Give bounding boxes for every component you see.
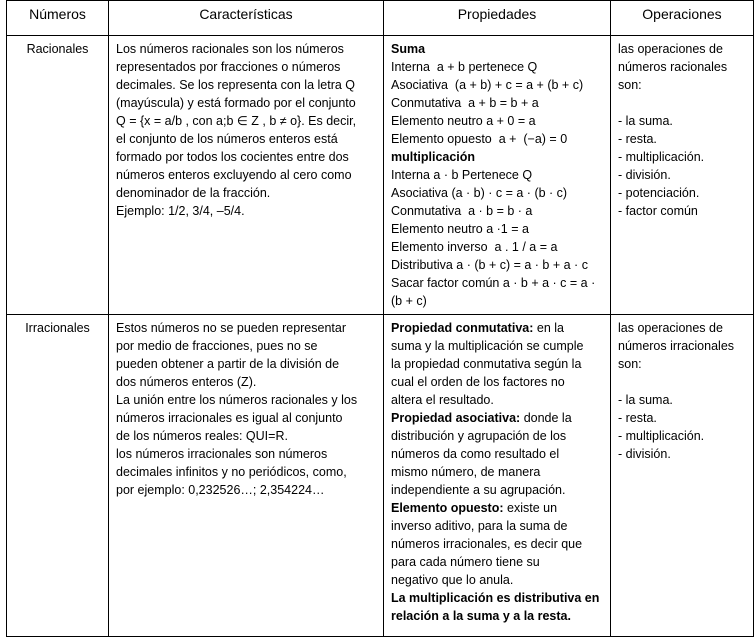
- row-irracionales: [7, 315, 754, 637]
- property-text: en la: [533, 321, 564, 335]
- operations-cell: [611, 36, 754, 315]
- text-line: [391, 319, 603, 337]
- header-operaciones: Operaciones: [611, 1, 754, 36]
- properties-cell: [384, 315, 611, 637]
- text-line: representados por fracciones o números: [116, 60, 341, 74]
- properties-cell: [384, 36, 611, 315]
- text-line: cual el orden de los factores no: [391, 375, 565, 389]
- text-line: Los números racionales son los números: [116, 42, 344, 56]
- header-propiedades: Propiedades: [384, 1, 611, 36]
- text-line: Elemento inverso a . 1 / a = a: [391, 240, 558, 254]
- text-line: - factor común: [618, 204, 698, 218]
- text-line: independiente a su agrupación.: [391, 483, 566, 497]
- text-line: - la suma.: [618, 114, 673, 128]
- text-line: Asociativa (a + b) + c = a + (b + c): [391, 78, 584, 92]
- text-line: por medio de fracciones, pues no se: [116, 339, 318, 353]
- text-line: La multiplicación es distributiva en: [391, 591, 600, 605]
- property-title: Propiedad conmutativa:: [391, 321, 534, 335]
- header-row: [7, 1, 754, 36]
- text-line: - potenciación.: [618, 186, 700, 200]
- text-line: Q = {x = a/b , con a;b ∈ Z , b ≠ o}. Es decir,: [116, 114, 357, 128]
- text-line: mismo número, de manera: [391, 465, 541, 479]
- text-line: denominador de la fracción.: [116, 186, 271, 200]
- text-line: para cada número tiene su: [391, 555, 540, 569]
- text-line: son:: [618, 357, 642, 371]
- text-line: - multiplicación.: [618, 429, 705, 443]
- text-line: Conmutativa a · b = b · a: [391, 204, 533, 218]
- text-line: de los números reales: QUI=R.: [116, 429, 288, 443]
- characteristics-cell: [109, 36, 384, 315]
- text-line: formado por todos los cocientes entre dos: [116, 150, 349, 164]
- text-line: las operaciones de: [618, 321, 723, 335]
- text-line: suma y la multiplicación se cumple: [391, 339, 584, 353]
- text-line: - división.: [618, 447, 671, 461]
- text-line: [391, 409, 603, 427]
- text-line: La unión entre los números racionales y los: [116, 393, 358, 407]
- text-line: Ejemplo: 1/2, 3/4, –5/4.: [116, 204, 245, 218]
- text-line: (b + c): [391, 294, 427, 308]
- text-line: Asociativa (a · b) · c = a · (b · c): [391, 186, 568, 200]
- characteristics-cell: [109, 315, 384, 637]
- text-line: por ejemplo: 0,232526…; 2,354224…: [116, 483, 325, 497]
- text-line: la propiedad conmutativa según la: [391, 357, 582, 371]
- blank-line: [618, 373, 746, 391]
- text-line: - resta.: [618, 132, 657, 146]
- text-line: Estos números no se pueden representar: [116, 321, 346, 335]
- text-line: pueden obtener a partir de la división de: [116, 357, 340, 371]
- text-line: decimales. Se los representa con la letra Q: [116, 78, 356, 92]
- text-line: números irracionales: [618, 339, 735, 353]
- row-racionales: [7, 36, 754, 315]
- operations-cell: [611, 315, 754, 637]
- text-line: dos números enteros (Z).: [116, 375, 257, 389]
- text-line: Elemento opuesto a + (−a) = 0: [391, 132, 568, 146]
- property-title: Elemento opuesto:: [391, 501, 504, 515]
- text-line: altera el resultado.: [391, 393, 494, 407]
- text-line: relación a la suma y a la resta.: [391, 609, 571, 623]
- text-line: los números irracionales son números: [116, 447, 328, 461]
- text-line: Elemento neutro a ·1 = a: [391, 222, 529, 236]
- text-line: números racionales: [618, 60, 728, 74]
- text-line: distribución y agrupación de los: [391, 429, 567, 443]
- text-line: multiplicación: [391, 150, 476, 164]
- text-line: negativo que lo anula.: [391, 573, 514, 587]
- text-line: Suma: [391, 42, 426, 56]
- text-line: Interna a + b pertenece Q: [391, 60, 538, 74]
- category-cell: Racionales: [7, 36, 109, 315]
- text-line: el conjunto de los números enteros está: [116, 132, 338, 146]
- text-line: Distributiva a · (b + c) = a · b + a · c: [391, 258, 588, 272]
- text-line: - la suma.: [618, 393, 673, 407]
- text-line: las operaciones de: [618, 42, 723, 56]
- text-line: (mayúscula) y está formado por el conjunto: [116, 96, 356, 110]
- text-line: decimales infinitos y no periódicos, como,: [116, 465, 347, 479]
- text-line: Elemento neutro a + 0 = a: [391, 114, 536, 128]
- text-line: Conmutativa a + b = b + a: [391, 96, 539, 110]
- text-line: [391, 499, 603, 517]
- property-text: existe un: [503, 501, 558, 515]
- blank-line: [618, 94, 746, 112]
- text-line: Sacar factor común a · b + a · c = a ·: [391, 276, 596, 290]
- header-caracteristicas: Características: [109, 1, 384, 36]
- text-line: - multiplicación.: [618, 150, 705, 164]
- header-numeros: Números: [7, 1, 109, 36]
- property-title: Propiedad asociativa:: [391, 411, 521, 425]
- text-line: números enteros excluyendo al cero como: [116, 168, 352, 182]
- text-line: números irracionales es igual al conjunto: [116, 411, 343, 425]
- category-cell: Irracionales: [7, 315, 109, 637]
- text-line: son:: [618, 78, 642, 92]
- property-text: donde la: [520, 411, 572, 425]
- numbers-table: [6, 0, 754, 637]
- text-line: números da como resultado el: [391, 447, 560, 461]
- text-line: números irracionales, es decir que: [391, 537, 583, 551]
- text-line: inverso aditivo, para la suma de: [391, 519, 568, 533]
- text-line: - división.: [618, 168, 671, 182]
- text-line: Interna a · b Pertenece Q: [391, 168, 533, 182]
- text-line: - resta.: [618, 411, 657, 425]
